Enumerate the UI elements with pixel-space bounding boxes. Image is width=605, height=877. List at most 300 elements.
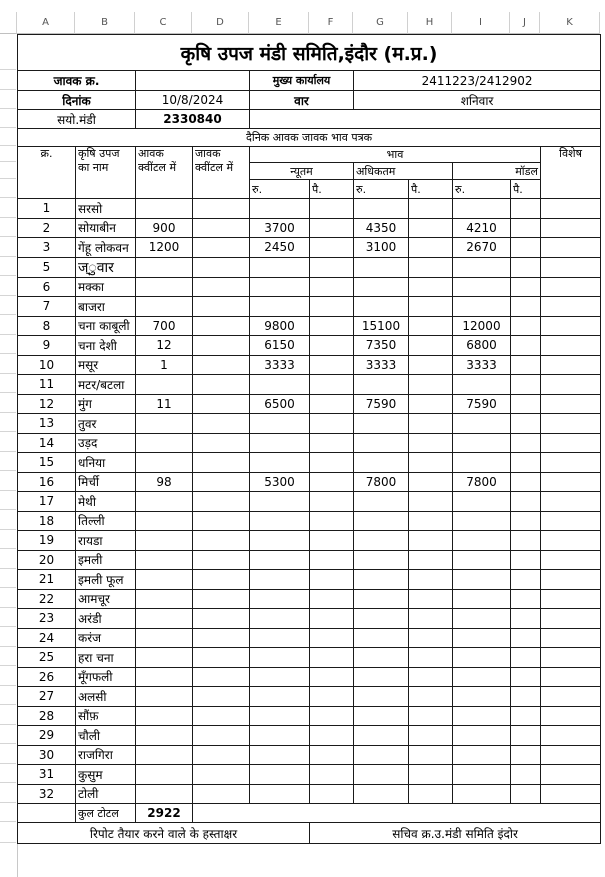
row-header-divider [0, 646, 16, 647]
row-min [250, 257, 310, 277]
column-header[interactable]: H [408, 12, 452, 34]
row-inflow [136, 199, 193, 219]
row-max [354, 706, 409, 726]
row-outflow [193, 589, 250, 609]
row-header-divider [0, 724, 16, 725]
row-header-divider [0, 607, 16, 608]
row-modal [453, 550, 511, 570]
row-inflow [136, 784, 193, 804]
row-header-divider [0, 197, 16, 198]
row-modal-paise [511, 453, 541, 473]
row-modal-paise [511, 667, 541, 687]
row-special [541, 784, 601, 804]
row-header-divider [0, 127, 16, 128]
row-crop: उड़द [76, 433, 136, 453]
row-header-divider [0, 548, 16, 549]
row-min [250, 531, 310, 551]
row-min [250, 550, 310, 570]
row-crop: मिर्ची [76, 472, 136, 492]
row-inflow [136, 433, 193, 453]
row-min-paise [310, 375, 354, 395]
row-min-paise [310, 531, 354, 551]
row-sno: 15 [18, 453, 76, 473]
row-header-divider [0, 587, 16, 588]
row-max [354, 257, 409, 277]
column-header[interactable]: A [17, 12, 75, 34]
row-modal [453, 609, 511, 629]
row-min [250, 492, 310, 512]
row-inflow [136, 550, 193, 570]
row-max [354, 375, 409, 395]
header-min-rs: रु. [250, 180, 310, 199]
row-inflow [136, 745, 193, 765]
row-crop: मटर/बटला [76, 375, 136, 395]
row-special [541, 375, 601, 395]
header-inflow: आवक क्वींटल में [136, 147, 193, 199]
row-max-paise [409, 784, 453, 804]
table-row [18, 336, 601, 356]
row-modal [453, 570, 511, 590]
row-min [250, 199, 310, 219]
row-min [250, 765, 310, 785]
row-sno: 13 [18, 414, 76, 434]
row-crop: मक्का [76, 277, 136, 297]
row-modal-paise [511, 316, 541, 336]
row-modal-paise [511, 433, 541, 453]
row-special [541, 355, 601, 375]
column-header-bar [0, 12, 600, 34]
row-min [250, 687, 310, 707]
row-sno: 12 [18, 394, 76, 414]
row-modal: 6800 [453, 336, 511, 356]
row-sno: 11 [18, 375, 76, 395]
header-outflow: जावक क्वींटल में [193, 147, 250, 199]
row-crop: मूँगफली [76, 667, 136, 687]
row-header-divider [0, 568, 16, 569]
row-inflow: 1200 [136, 238, 193, 258]
row-min [250, 433, 310, 453]
header-modal-rs: रु. [453, 180, 511, 199]
row-special [541, 667, 601, 687]
row-sno: 6 [18, 277, 76, 297]
row-min [250, 453, 310, 473]
row-sno: 29 [18, 726, 76, 746]
row-min-paise [310, 765, 354, 785]
row-header-divider [0, 490, 16, 491]
table-row [18, 706, 601, 726]
header-modal-paise: पै. [511, 180, 541, 199]
row-modal [453, 745, 511, 765]
row-modal [453, 492, 511, 512]
row-min-paise [310, 589, 354, 609]
row-inflow: 12 [136, 336, 193, 356]
row-max: 7350 [354, 336, 409, 356]
row-outflow [193, 433, 250, 453]
row-special [541, 589, 601, 609]
row-modal-paise [511, 492, 541, 512]
row-min [250, 511, 310, 531]
table-row [18, 531, 601, 551]
row-special [541, 648, 601, 668]
row-sno: 31 [18, 765, 76, 785]
row-min-paise [310, 648, 354, 668]
corner-cell [0, 12, 17, 34]
row-inflow [136, 375, 193, 395]
row-max-paise [409, 492, 453, 512]
row-special [541, 628, 601, 648]
row-max-paise [409, 531, 453, 551]
row-max-paise [409, 277, 453, 297]
row-header-divider [0, 89, 16, 90]
row-max [354, 511, 409, 531]
row-inflow [136, 531, 193, 551]
row-max [354, 570, 409, 590]
row-min: 3700 [250, 218, 310, 238]
row-sno: 20 [18, 550, 76, 570]
row-inflow: 900 [136, 218, 193, 238]
row-sno: 23 [18, 609, 76, 629]
row-min [250, 628, 310, 648]
row-header-divider [0, 236, 16, 237]
row-max [354, 726, 409, 746]
row-special [541, 336, 601, 356]
row-special [541, 238, 601, 258]
table-row [18, 375, 601, 395]
row-modal [453, 453, 511, 473]
row-modal-paise [511, 414, 541, 434]
row-min-paise [310, 570, 354, 590]
row-modal-paise [511, 199, 541, 219]
total-blank [18, 804, 76, 823]
header-min: न्यूतम [250, 163, 354, 180]
head-office-label: मुख्य कार्यालय [250, 71, 354, 91]
row-header-divider [0, 626, 16, 627]
row-header-divider [0, 451, 16, 452]
header-modal: मॉडल [453, 163, 541, 180]
row-min-paise [310, 687, 354, 707]
row-max [354, 745, 409, 765]
row-sno: 26 [18, 667, 76, 687]
row-max [354, 784, 409, 804]
column-header[interactable]: J [510, 12, 540, 34]
row-special [541, 453, 601, 473]
row-crop: चना काबूली [76, 316, 136, 336]
row-min-paise [310, 472, 354, 492]
row-modal-paise [511, 531, 541, 551]
total-row-blank [193, 804, 601, 823]
row-min: 6500 [250, 394, 310, 414]
row-sno: 17 [18, 492, 76, 512]
date-value: 10/8/2024 [136, 91, 250, 110]
row-min-paise [310, 745, 354, 765]
row-modal: 7590 [453, 394, 511, 414]
row-modal [453, 765, 511, 785]
row-min-paise [310, 218, 354, 238]
header-rate: भाव [250, 147, 541, 163]
row-header-divider [0, 373, 16, 374]
row-max [354, 531, 409, 551]
row-outflow [193, 355, 250, 375]
row-max: 3333 [354, 355, 409, 375]
row-header-divider [0, 782, 16, 783]
row-crop: चना देशी [76, 336, 136, 356]
row-min: 9800 [250, 316, 310, 336]
row-modal [453, 687, 511, 707]
row-inflow [136, 687, 193, 707]
row-header-divider [0, 529, 16, 530]
row-header-divider [0, 665, 16, 666]
row-max-paise [409, 355, 453, 375]
row-max [354, 628, 409, 648]
row-crop: सोयाबीन [76, 218, 136, 238]
row-outflow [193, 199, 250, 219]
row-max-paise [409, 628, 453, 648]
row-inflow: 700 [136, 316, 193, 336]
row-crop: राजगिरा [76, 745, 136, 765]
table-row [18, 414, 601, 434]
table-row [18, 218, 601, 238]
row-modal [453, 667, 511, 687]
row-special [541, 394, 601, 414]
row-special [541, 472, 601, 492]
row-header-divider [0, 353, 16, 354]
row-max [354, 550, 409, 570]
row-outflow [193, 492, 250, 512]
row-max-paise [409, 745, 453, 765]
row-special [541, 218, 601, 238]
column-header[interactable]: F [309, 12, 353, 34]
column-header[interactable]: E [249, 12, 309, 34]
row-header-divider [0, 704, 16, 705]
row-crop: रायडा [76, 531, 136, 551]
row-crop: अलसी [76, 687, 136, 707]
row-special [541, 706, 601, 726]
sheet-subtitle: दैनिक आवक जावक भाव पत्रक [18, 129, 601, 147]
row-min-paise [310, 394, 354, 414]
row-max-paise [409, 433, 453, 453]
row-header-divider [0, 314, 16, 315]
row-outflow [193, 394, 250, 414]
row-header-divider [0, 178, 16, 179]
row-sno: 21 [18, 570, 76, 590]
row-min-paise [310, 199, 354, 219]
row-inflow [136, 726, 193, 746]
row-modal-paise [511, 257, 541, 277]
row-modal: 7800 [453, 472, 511, 492]
row-inflow [136, 257, 193, 277]
row-max-paise [409, 726, 453, 746]
row-max-paise [409, 706, 453, 726]
row-modal [453, 531, 511, 551]
row-outflow [193, 667, 250, 687]
row-max [354, 453, 409, 473]
row-min-paise [310, 492, 354, 512]
row-min-paise [310, 355, 354, 375]
row-modal-paise [511, 238, 541, 258]
day-value: शनिवार [354, 91, 601, 110]
row-modal-paise [511, 628, 541, 648]
row-crop: इमली [76, 550, 136, 570]
row-special [541, 550, 601, 570]
inward-no-label: जावक क्र. [18, 71, 136, 91]
row-inflow [136, 706, 193, 726]
row-crop: करंज [76, 628, 136, 648]
row-header-divider [0, 802, 16, 803]
row-special [541, 687, 601, 707]
table-row [18, 257, 601, 277]
row-max-paise [409, 257, 453, 277]
row-sno: 8 [18, 316, 76, 336]
row-modal-paise [511, 784, 541, 804]
row-header-divider [0, 334, 16, 335]
header-max-paise: पै. [409, 180, 453, 199]
row-min [250, 648, 310, 668]
row-outflow [193, 531, 250, 551]
row-modal-paise [511, 297, 541, 317]
column-header[interactable]: C [135, 12, 192, 34]
row-max-paise [409, 667, 453, 687]
row-modal-paise [511, 472, 541, 492]
row-min-paise [310, 726, 354, 746]
row-min-paise [310, 706, 354, 726]
row-sno: 28 [18, 706, 76, 726]
row-header-divider [0, 392, 16, 393]
row-min [250, 667, 310, 687]
table-row [18, 433, 601, 453]
row-special [541, 531, 601, 551]
row-min-paise [310, 336, 354, 356]
table-row [18, 570, 601, 590]
row-inflow: 11 [136, 394, 193, 414]
row-crop: कुसुम [76, 765, 136, 785]
column-header[interactable]: I [452, 12, 510, 34]
row-header-divider [0, 108, 16, 109]
row-outflow [193, 609, 250, 629]
row-inflow [136, 277, 193, 297]
header-max: अधिकतम [354, 163, 453, 180]
row-inflow [136, 414, 193, 434]
row-modal [453, 726, 511, 746]
row-min-paise [310, 628, 354, 648]
row-modal-paise [511, 550, 541, 570]
table-row [18, 648, 601, 668]
row-min-paise [310, 453, 354, 473]
row-crop: धनिया [76, 453, 136, 473]
row-sno: 14 [18, 433, 76, 453]
row-special [541, 745, 601, 765]
row-max-paise [409, 218, 453, 238]
row-max-paise [409, 453, 453, 473]
table-row [18, 316, 601, 336]
row-header-divider [0, 295, 16, 296]
row-sno: 16 [18, 472, 76, 492]
header-sno: क्र. [18, 147, 76, 199]
row-modal [453, 199, 511, 219]
table-row [18, 355, 601, 375]
row-modal [453, 589, 511, 609]
table-row [18, 765, 601, 785]
row-inflow [136, 492, 193, 512]
row-sno: 9 [18, 336, 76, 356]
mandi-label: सयो.मंडी [18, 110, 136, 129]
table-row [18, 687, 601, 707]
table-row [18, 784, 601, 804]
day-label: वार [250, 91, 354, 110]
row-header-divider [0, 256, 16, 257]
row-modal [453, 257, 511, 277]
row-special [541, 316, 601, 336]
row-max: 7590 [354, 394, 409, 414]
row-sno: 32 [18, 784, 76, 804]
sheet-title: कृषि उपज मंडी समिति,इंदौर (म.प्र.) [18, 35, 601, 71]
row-modal [453, 297, 511, 317]
row-sno: 24 [18, 628, 76, 648]
row-modal [453, 628, 511, 648]
row-min: 6150 [250, 336, 310, 356]
column-header[interactable]: D [192, 12, 249, 34]
row-modal [453, 414, 511, 434]
row-min-paise [310, 784, 354, 804]
inward-no-value [136, 71, 250, 91]
table-row [18, 492, 601, 512]
row-min-paise [310, 257, 354, 277]
row-crop: मुंग [76, 394, 136, 414]
row-outflow [193, 472, 250, 492]
table-row [18, 453, 601, 473]
row-max: 3100 [354, 238, 409, 258]
row-special [541, 257, 601, 277]
row-modal-paise [511, 218, 541, 238]
row-crop: ज्ुवार [76, 257, 136, 277]
row-sno: 25 [18, 648, 76, 668]
row-header-divider [0, 431, 16, 432]
row-max-paise [409, 316, 453, 336]
row-modal [453, 784, 511, 804]
row-header-divider [0, 842, 16, 843]
table-row [18, 726, 601, 746]
table-row [18, 550, 601, 570]
row-outflow [193, 628, 250, 648]
total-label: कुल टोटल [76, 804, 136, 823]
table-row [18, 472, 601, 492]
column-header[interactable]: B [75, 12, 135, 34]
row-max [354, 687, 409, 707]
row-special [541, 726, 601, 746]
table-row [18, 745, 601, 765]
row-outflow [193, 257, 250, 277]
row-outflow [193, 453, 250, 473]
row-header-divider [0, 412, 16, 413]
row-crop: इमली फूल [76, 570, 136, 590]
table-row [18, 238, 601, 258]
row-crop: अरंडी [76, 609, 136, 629]
row-max [354, 199, 409, 219]
column-header[interactable]: G [353, 12, 408, 34]
row-min [250, 570, 310, 590]
row-modal-paise [511, 589, 541, 609]
row-modal-paise [511, 687, 541, 707]
row-sno: 2 [18, 218, 76, 238]
row-crop: गेंहू लोकवन [76, 238, 136, 258]
row-special [541, 277, 601, 297]
header-crop: कृषि उपज का नाम [76, 147, 136, 199]
column-header[interactable]: K [540, 12, 600, 34]
mandi-value: 2330840 [136, 110, 250, 129]
row-min [250, 589, 310, 609]
row-max [354, 589, 409, 609]
row-outflow [193, 687, 250, 707]
table-row [18, 628, 601, 648]
